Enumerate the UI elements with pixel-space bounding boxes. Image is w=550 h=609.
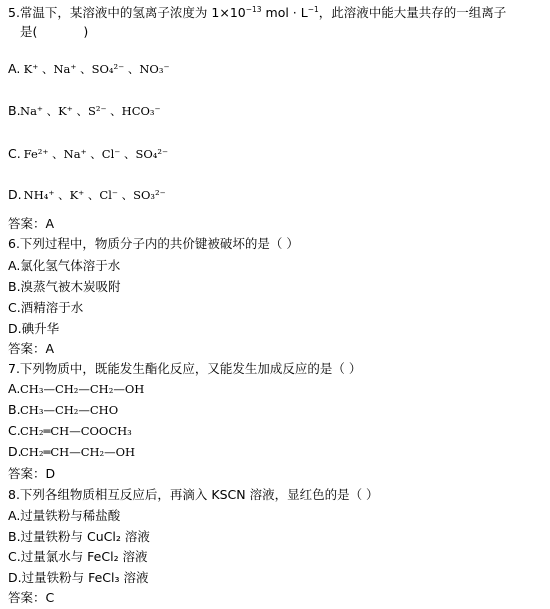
q5-option-c-text: Fe²⁺ 、Na⁺ 、Cl⁻ 、SO₄²⁻ [23, 147, 169, 161]
q6-answer: 答案：A [8, 341, 55, 356]
q8-option-d: D.过量铁粉与 FeCl₃ 溶液 [8, 570, 149, 585]
q5-stem-line2-b: ) [83, 24, 89, 39]
q5-option-d-letter: D. [8, 187, 22, 202]
q5-unit-exponent: −1 [307, 4, 319, 14]
q7-option-b-text: CH₃—CH₂—CHO [20, 403, 119, 417]
q5-option-a-letter: A. [8, 61, 21, 76]
q5-option-a [8, 60, 170, 78]
q8-option-c: C.过量氯水与 FeCl₂ 溶液 [8, 549, 148, 564]
q5-stem-line2 [20, 23, 88, 41]
q7-option-a [8, 380, 144, 398]
q5-unit: mol · L [261, 5, 308, 20]
q6-option-c: C.酒精溶于水 [8, 300, 84, 315]
q5-stem-text: 5.常温下，某溶液中的氢离子浓度为 1×10 [8, 5, 246, 20]
q8-stem: 8.下列各组物质相互反应后，再滴入 KSCN 溶液，显红色的是（ ） [8, 487, 379, 502]
q5-stem-line2-a: 是( [20, 24, 38, 39]
q5-option-a-text: K⁺ 、Na⁺ 、SO₄²⁻ 、NO₃⁻ [23, 62, 170, 76]
q7-option-b-letter: B. [8, 402, 21, 417]
q7-option-c-text: CH₂═CH—COOCH₃ [20, 424, 132, 438]
q7-option-c [8, 422, 132, 440]
q8-answer: 答案：C [8, 590, 55, 605]
q5-answer: 答案：A [8, 216, 55, 231]
q5-option-b [8, 102, 161, 120]
q7-option-a-text: CH₃—CH₂—CH₂—OH [20, 382, 145, 396]
q6-option-d: D.碘升华 [8, 321, 60, 336]
q8-option-a: A.过量铁粉与稀盐酸 [8, 508, 121, 523]
q5-option-d [8, 186, 166, 204]
q6-option-a: A.氯化氢气体溶于水 [8, 258, 121, 273]
q5-stem-rest: ，此溶液中能大量共存的一组离子 [318, 5, 507, 20]
q5-option-c-letter: C. [8, 146, 21, 161]
q6-option-b: B.溴蒸气被木炭吸附 [8, 279, 121, 294]
q6-stem: 6.下列过程中，物质分子内的共价键被破坏的是（ ） [8, 236, 299, 251]
q5-exponent: −13 [245, 4, 262, 14]
q7-option-d [8, 443, 135, 461]
q8-option-b: B.过量铁粉与 CuCl₂ 溶液 [8, 529, 150, 544]
q5-option-b-letter: B. [8, 103, 21, 118]
q7-option-a-letter: A. [8, 381, 21, 396]
q5-stem-line1 [8, 4, 506, 22]
q7-option-d-text: CH₂═CH—CH₂—OH [20, 445, 136, 459]
q7-stem: 7.下列物质中，既能发生酯化反应，又能发生加成反应的是（ ） [8, 361, 362, 376]
q7-option-c-letter: C. [8, 423, 21, 438]
q7-answer: 答案：D [8, 466, 56, 481]
q7-option-b [8, 401, 118, 419]
q5-option-b-text: Na⁺ 、K⁺ 、S²⁻ 、HCO₃⁻ [20, 104, 161, 118]
q7-option-d-letter: D. [8, 444, 22, 459]
q5-option-c [8, 145, 168, 163]
q5-option-d-text: NH₄⁺ 、K⁺ 、Cl⁻ 、SO₃²⁻ [23, 188, 166, 202]
